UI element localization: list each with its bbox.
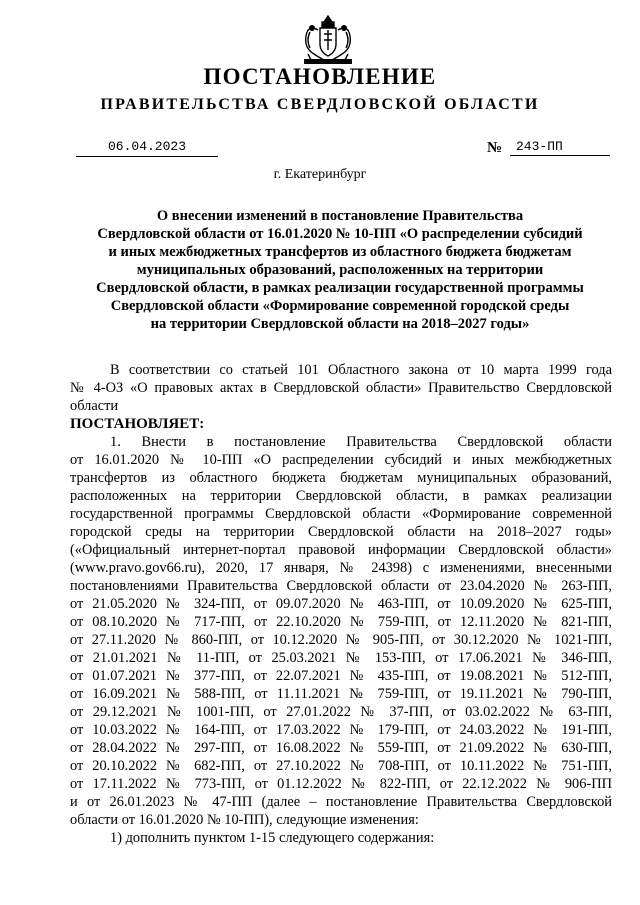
item-line: трансфертов из областного бюджета бюджетам муниципальных образований, bbox=[70, 470, 612, 486]
item-line: от 21.01.2021 № 11-ПП, от 25.03.2021 № 153-ПП, от 17.06.2021 № 346-ПП, bbox=[70, 650, 612, 666]
item-line: от 08.10.2020 № 717-ПП, от 22.10.2020 № 759-ПП, от 12.11.2020 № 821-ПП, bbox=[70, 614, 612, 630]
title-line: муниципальных образований, расположенных на территории bbox=[136, 262, 544, 278]
title-line: Свердловской области, в рамках реализации государственной программы bbox=[96, 280, 584, 296]
preamble-line: № 4-ОЗ «О правовых актах в Свердловской области» Правительство Свердловской bbox=[70, 380, 612, 396]
item-line: от 17.11.2022 № 773-ПП, от 01.12.2022 № 822-ПП, от 22.12.2022 № 906-ПП bbox=[70, 776, 612, 792]
title-line: на территории Свердловской области на 2018–2027 годы» bbox=[150, 316, 530, 332]
title-line: Свердловской области «Формирование современной городской среды bbox=[110, 298, 570, 314]
item-line: от 16.01.2020 № 10-ПП «О распределении субсидий и иных межбюджетных bbox=[70, 452, 612, 468]
title-line: и иных межбюджетных трансфертов из областного бюджета бюджетам bbox=[108, 244, 572, 260]
city-name: г. Екатеринбург bbox=[273, 167, 367, 182]
item-line: и от 26.01.2023 № 47-ПП (далее – постановление Правительства Свердловской bbox=[70, 794, 612, 810]
item-line: расположенных на территории Свердловской области, в рамках реализации bbox=[70, 488, 612, 504]
document-number: 243-ПП bbox=[510, 139, 610, 156]
item-line: от 29.12.2021 № 1001-ПП, от 27.01.2022 № 37-ПП, от 03.02.2022 № 63-ПП, bbox=[70, 704, 612, 720]
title-line: О внесении изменений в постановление Правительства bbox=[156, 208, 524, 224]
preamble-line: области bbox=[70, 398, 119, 414]
item-line: государственной программы Свердловской области «Формирование современной bbox=[70, 506, 612, 522]
item-line: от 01.07.2021 № 377-ПП, от 22.07.2021 № 435-ПП, от 19.08.2021 № 512-ПП, bbox=[70, 668, 612, 684]
title-line: Свердловской области от 16.01.2020 № 10-ПП «О распределении субсидий bbox=[97, 226, 583, 242]
item-line: от 20.10.2022 № 682-ПП, от 27.10.2022 № 708-ПП, от 10.11.2022 № 751-ПП, bbox=[70, 758, 612, 774]
subitem-1: 1) дополнить пунктом 1-15 следующего содержания: bbox=[110, 830, 435, 846]
item-line: (www.pravo.gov66.ru), 2020, 17 января, № 24398) с изменениями, внесенными bbox=[70, 560, 612, 576]
item-line: от 21.05.2020 № 324-ПП, от 09.07.2020 № 463-ПП, от 10.09.2020 № 625-ПП, bbox=[70, 596, 612, 612]
item-line: 1. Внести в постановление Правительства Свердловской области bbox=[110, 434, 612, 450]
item-line: городской среды на территории Свердловской области на 2018–2027 годы» bbox=[70, 524, 612, 540]
preamble-line: В соответствии со статьей 101 Областного закона от 10 марта 1999 года bbox=[110, 362, 612, 378]
number-label: № bbox=[487, 140, 503, 156]
item-line: области от 16.01.2020 № 10-ПП), следующие изменения: bbox=[70, 812, 419, 828]
resolve-heading: ПОСТАНОВЛЯЕТ: bbox=[70, 416, 205, 432]
item-1-paragraph bbox=[70, 433, 612, 847]
coat-of-arms-icon bbox=[300, 14, 356, 66]
document-type-heading: ПОСТАНОВЛЕНИЕ bbox=[203, 64, 437, 89]
item-line: («Официальный интернет-портал правовой информации Свердловской области» bbox=[70, 542, 612, 558]
government-name: ПРАВИТЕЛЬСТВА СВЕРДЛОВСКОЙ ОБЛАСТИ bbox=[100, 96, 540, 113]
item-line: от 16.09.2021 № 588-ПП, от 11.11.2021 № 759-ПП, от 19.11.2021 № 790-ПП, bbox=[70, 686, 612, 702]
item-line: от 28.04.2022 № 297-ПП, от 16.08.2022 № 559-ПП, от 21.09.2022 № 630-ПП, bbox=[70, 740, 612, 756]
preamble bbox=[70, 361, 612, 433]
item-line: от 10.03.2022 № 164-ПП, от 17.03.2022 № 179-ПП, от 24.03.2022 № 191-ПП, bbox=[70, 722, 612, 738]
item-line: постановлениями Правительства Свердловской области от 23.04.2020 № 263-ПП, bbox=[70, 578, 612, 594]
document-title bbox=[70, 207, 610, 333]
document-date: 06.04.2023 bbox=[76, 139, 218, 157]
item-line: от 27.11.2020 № 860-ПП, от 10.12.2020 № 905-ПП, от 30.12.2020 № 1021-ПП, bbox=[70, 632, 612, 648]
